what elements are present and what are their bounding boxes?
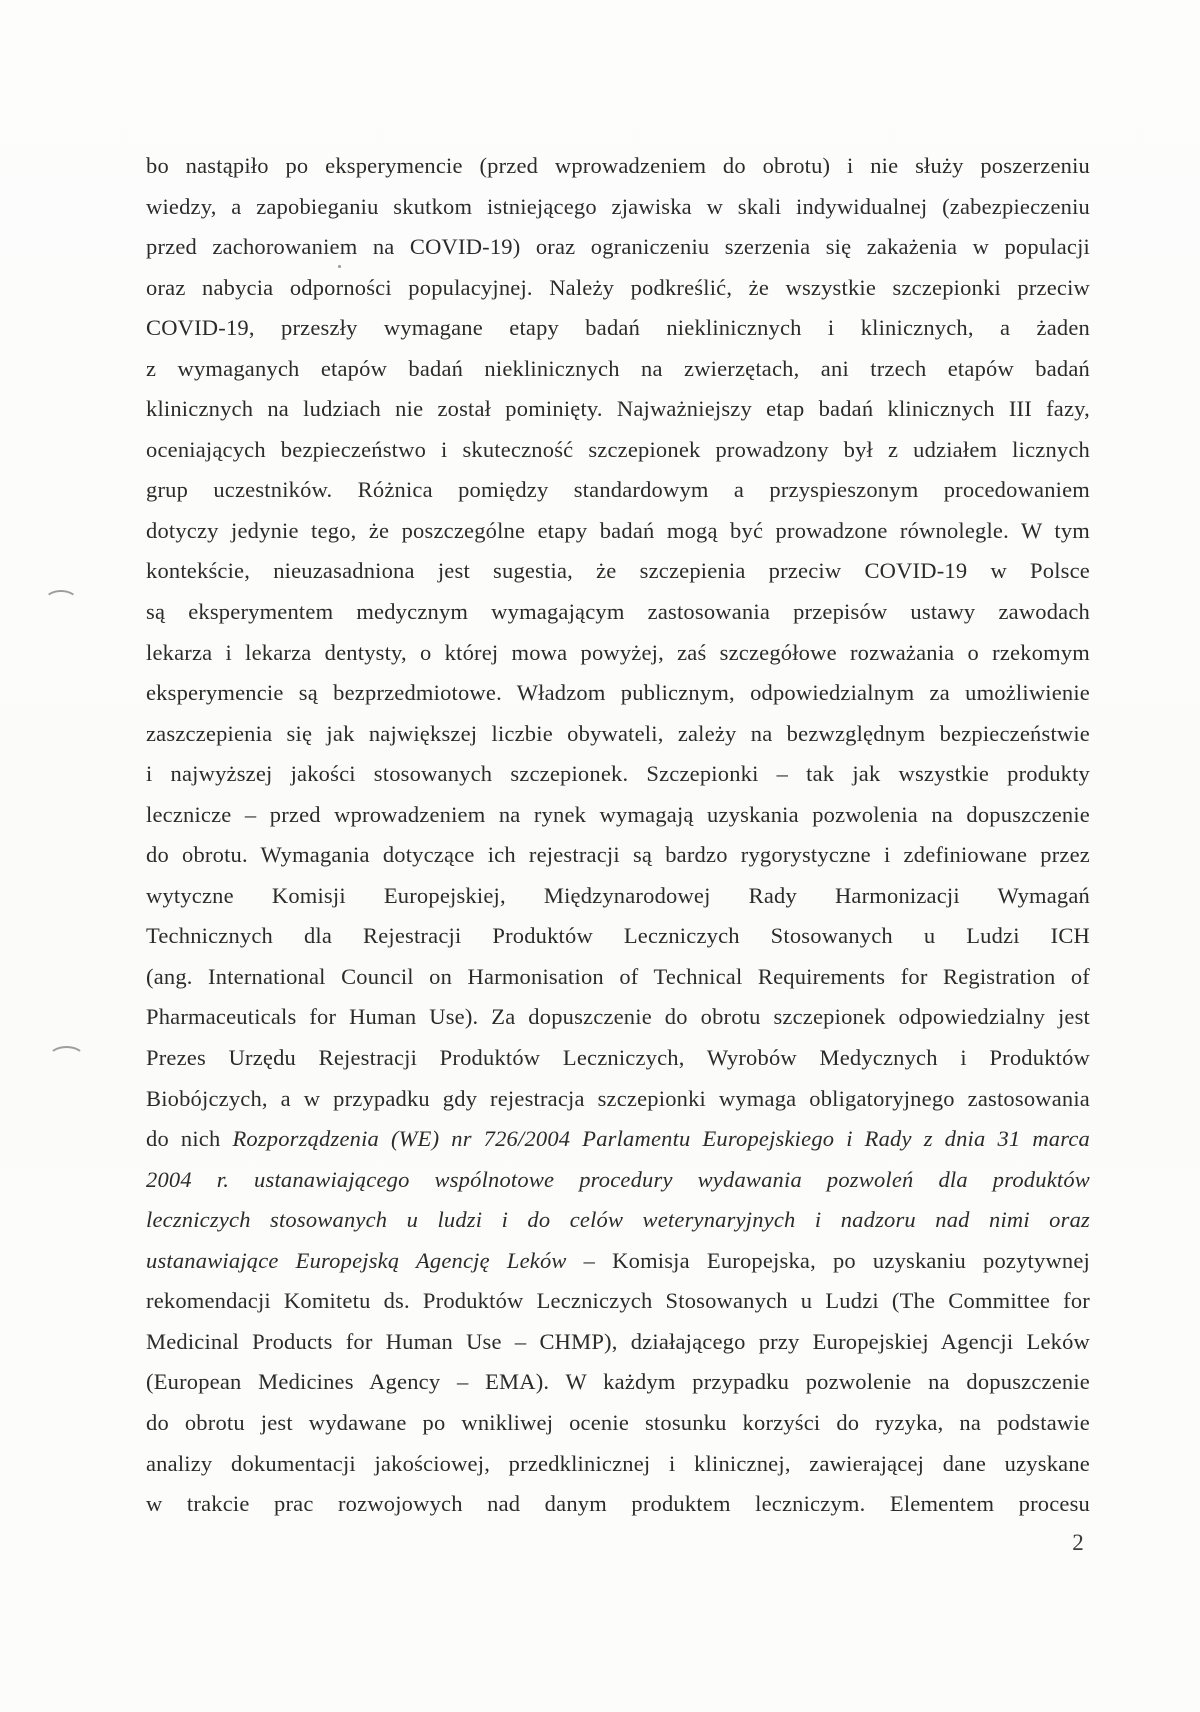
text-segment: kontekście, nieuzasadniona jest sugestia, że szczepienia przeciw COVID-19 w Polsce [146, 558, 1090, 584]
text-segment: analizy dokumentacji jakościowej, przedklinicznej i klinicznej, zawierającej dane uzyskane [146, 1450, 1090, 1476]
text-line [146, 268, 1090, 309]
text-line [146, 187, 1090, 228]
italic-text-segment: ustanawiające Europejską Agencję Leków [146, 1247, 567, 1273]
text-line [146, 876, 1090, 917]
handwritten-arc-mark [44, 590, 78, 612]
text-segment: – Komisja Europejska, po uzyskaniu pozytywnej [566, 1247, 1090, 1273]
text-segment: do obrotu. Wymagania dotyczące ich rejestracji są bardzo rygorystyczne i zdefiniowane przez [146, 842, 1090, 868]
text-line [146, 754, 1090, 795]
text-line [146, 916, 1090, 957]
text-segment: COVID-19, przeszły wymagane etapy badań nieklinicznych i klinicznych, a żaden [146, 315, 1090, 341]
text-segment: Prezes Urzędu Rejestracji Produktów Leczniczych, Wyrobów Medycznych i Produktów [146, 1045, 1090, 1071]
text-block [146, 146, 1090, 1525]
text-line [146, 1444, 1090, 1485]
text-line [146, 957, 1090, 998]
text-segment: Pharmaceuticals for Human Use). Za dopuszczenie do obrotu szczepionek odpowiedzialny jest [146, 1004, 1090, 1030]
text-segment: (European Medicines Agency – EMA). W każdym przypadku pozwolenie na dopuszczenie [146, 1369, 1090, 1395]
text-line [146, 349, 1090, 390]
text-line [146, 227, 1090, 268]
text-segment: eksperymencie są bezprzedmiotowe. Władzom publicznym, odpowiedzialnym za umożliwienie [146, 680, 1090, 706]
text-line [146, 511, 1090, 552]
text-line [146, 146, 1090, 187]
text-segment: Medicinal Products for Human Use – CHMP), działającego przy Europejskiej Agencji Leków [146, 1328, 1090, 1354]
text-line [146, 1079, 1090, 1120]
text-segment: klinicznych na ludziach nie został pominięty. Najważniejszy etap badań klinicznych III fazy, [146, 396, 1090, 422]
text-segment: z wymaganych etapów badań nieklinicznych na zwierzętach, ani trzech etapów badań [146, 355, 1090, 381]
text-segment: Biobójczych, a w przypadku gdy rejestracja szczepionki wymaga obligatoryjnego zastosowania [146, 1085, 1090, 1111]
text-segment: i najwyższej jakości stosowanych szczepionek. Szczepionki – tak jak wszystkie produkty [146, 761, 1090, 787]
text-segment: są eksperymentem medycznym wymagającym zastosowania przepisów ustawy zawodach [146, 599, 1090, 625]
text-line [146, 1322, 1090, 1363]
text-line [146, 1119, 1090, 1160]
text-line [146, 308, 1090, 349]
text-segment: oraz nabycia odporności populacyjnej. Należy podkreślić, że wszystkie szczepionki przeciw [146, 274, 1090, 300]
text-line [146, 835, 1090, 876]
text-line [146, 997, 1090, 1038]
handwritten-arc-mark [48, 1046, 85, 1070]
text-line [146, 430, 1090, 471]
text-line [146, 389, 1090, 430]
page-number: 2 [1072, 1530, 1084, 1555]
text-line [146, 592, 1090, 633]
text-segment: (ang. International Council on Harmonisation of Technical Requirements for Registration of [146, 963, 1090, 989]
text-segment: wytyczne Komisji Europejskiej, Międzynarodowej Rady Harmonizacji Wymagań [146, 882, 1090, 908]
text-segment: bo nastąpiło po eksperymencie (przed wprowadzeniem do obrotu) i nie służy poszerzeniu [146, 153, 1090, 178]
text-segment: Technicznych dla Rejestracji Produktów Leczniczych Stosowanych u Ludzi ICH [146, 923, 1090, 949]
text-segment: lecznicze – przed wprowadzeniem na rynek wymagają uzyskania pozwolenia na dopuszczenie [146, 801, 1090, 827]
text-line [146, 1160, 1090, 1201]
text-line [146, 1484, 1090, 1525]
text-line [146, 1200, 1090, 1241]
text-segment: lekarza i lekarza dentysty, o której mowa powyżej, zaś szczegółowe rozważania o rzekomym [146, 639, 1090, 665]
text-segment: rekomendacji Komitetu ds. Produktów Leczniczych Stosowanych u Ludzi (The Committee for [146, 1288, 1090, 1314]
text-segment: w trakcie prac rozwojowych nad danym produktem leczniczym. Elementem procesu [146, 1491, 1090, 1517]
text-segment: grup uczestników. Różnica pomiędzy standardowym a przyspieszonym procedowaniem [146, 477, 1090, 503]
text-segment: dotyczy jedynie tego, że poszczególne etapy badań mogą być prowadzone równolegle. W tym [146, 517, 1090, 543]
text-segment: zaszczepienia się jak największej liczbie obywateli, zależy na bezwzględnym bezpieczeństwie [146, 720, 1090, 746]
italic-text-segment: 2004 r. ustanawiającego wspólnotowe procedury wydawania pozwoleń dla produktów [146, 1166, 1090, 1192]
text-line [146, 551, 1090, 592]
text-line [146, 633, 1090, 674]
text-segment: oceniających bezpieczeństwo i skuteczność szczepionek prowadzony był z udziałem licznych [146, 436, 1090, 462]
text-segment: do nich [146, 1126, 233, 1152]
text-segment: przed zachorowaniem na COVID-19) oraz ograniczeniu szerzenia się zakażenia w populacji [146, 234, 1090, 260]
italic-text-segment: leczniczych stosowanych u ludzi i do celów weterynaryjnych i nadzoru nad nimi oraz [146, 1207, 1090, 1233]
text-line [146, 673, 1090, 714]
text-line [146, 1281, 1090, 1322]
text-segment: do obrotu jest wydawane po wnikliwej ocenie stosunku korzyści do ryzyka, na podstawie [146, 1409, 1090, 1435]
text-line [146, 470, 1090, 511]
text-line [146, 1403, 1090, 1444]
text-line [146, 1362, 1090, 1403]
text-segment: wiedzy, a zapobieganiu skutkom istniejącego zjawiska w skali indywidualnej (zabezpieczeniu [146, 193, 1090, 219]
italic-text-segment: Rozporządzenia (WE) nr 726/2004 Parlamentu Europejskiego i Rady z dnia 31 marca [232, 1126, 1090, 1152]
text-line [146, 795, 1090, 836]
text-line [146, 1241, 1090, 1282]
text-line [146, 714, 1090, 755]
text-line [146, 1038, 1090, 1079]
